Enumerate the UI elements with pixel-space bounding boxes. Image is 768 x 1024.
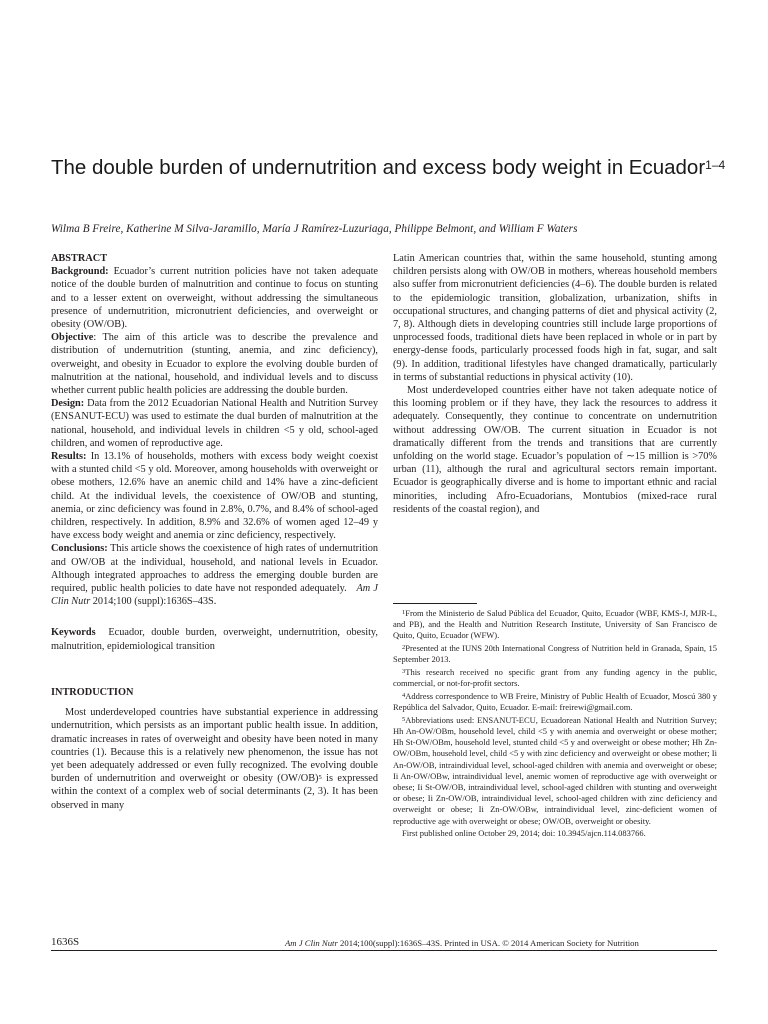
keywords-label: Keywords	[51, 627, 96, 639]
footnote-3-text: This research received no specific grant from any funding agency in the public, commercial, or not-for-profit sectors.	[393, 667, 717, 689]
footnote-5	[393, 715, 717, 827]
abstract-results	[51, 450, 378, 542]
author-list: Wilma B Freire, Katherine M Silva-Jaramillo, María J Ramírez-Luzuriaga, Philippe Belmont, and William F Waters	[51, 223, 578, 235]
introduction-heading: INTRODUCTION	[51, 686, 134, 698]
footnote-2-text: Presented at the IUNS 20th International Congress of Nutrition held in Granada, Spain, 15 September 2013.	[393, 643, 717, 665]
footnote-4-mark: 4	[402, 691, 406, 699]
objective-label: Objective	[51, 332, 94, 344]
keywords-text: Ecuador, double burden, overweight, undernutrition, obesity, malnutrition, epidemiological transition	[51, 627, 378, 652]
abstract-objective	[51, 331, 378, 397]
keywords	[51, 626, 378, 652]
introduction-paragraph-1	[51, 706, 378, 812]
intro-p1-text-b: is expressed within the context of a complex web of social determinants (2, 3). It has been observed in many	[51, 773, 378, 811]
abbrev-footnote-mark: 5	[318, 774, 322, 782]
footnote-2-mark: 2	[402, 644, 406, 652]
footnote-5-text: Abbreviations used: ENSANUT-ECU, Ecuadorean National Health and Nutrition Survey; Hh An-OW/OBm, household level, child <5 y with anemia and overweight or obese mother; Hh St-OW/OBm, household level, stunted child <5 y and overweight or obese mother; Hh Zn-OW/OBm, household level, child <5 y with zinc deficiency and overweight or obese mother; Ii An-OW/OB, intraindividual level, school-aged children with anemia and overweight or obese; Ii An-OW/OBw, intraindividual level, anemic women of reproductive age with overweight or obese; Ii St-OW/OB, intraindividual level, school-aged children with stunting and overweight or obese; Ii Zn-OW/OB, intraindividual level, school-aged children with zinc deficiency and overweight or obese; Ii Zn-OW/OBw, intraindividual level, zinc-deficient women of reproductive age with overweight or obese; OW/OB, overweight or obesity.	[393, 714, 717, 826]
first-published-note: First published online October 29, 2014; doi: 10.3945/ajcn.114.083766.	[402, 828, 646, 839]
footnote-2	[393, 643, 717, 665]
abstract-heading: ABSTRACT	[51, 253, 108, 264]
journal-footer	[285, 938, 639, 948]
intro-p1-text-a: Most underdeveloped countries have substantial experience in addressing undernutrition, which persists as an important public health issue. In addition, dramatic increases in rates of overweight and obesity have been noted in many countries (1). Because this is a relatively new phenomenon, the issue has not yet been adequately addressed or even fully recognized. The evolving double burden of undernutrition and overweight or obesity (OW/OB)	[51, 707, 378, 785]
citation-journal: Am J Clin Nutr	[51, 583, 378, 608]
objective-text: : The aim of this article was to describe the prevalence and distribution of undernutrition (stunting, anemia, and zinc deficiency), overweight, and obesity in Ecuador to explore the evolving double burden of malnutrition at the national, household, and individual levels and to discuss whether current public health policies are addressing the double burden.	[51, 332, 378, 397]
footnote-1	[393, 608, 717, 642]
footnote-rule	[393, 603, 477, 604]
article-title	[51, 156, 731, 180]
introduction-paragraph-1-continued: Latin American countries that, within the same household, stunting among children persists along with OW/OB in mothers, whereas household members also suffer from micronutrient deficiencies (4–6). The double burden is related to the epidemiologic transition, globalization, urbanization, shifts in occupational structures, and changing patterns of diet and physical activity (2, 7, 8). Although diets in developing countries still include large proportions of unprocessed foods, traditional diets have been replaced in whole or in part by energy-dense foods, particularly processed foods high in fat, sugar, and salt (9). In addition, traditional lifestyles have changed dramatically, particularly in terms of substantial reductions in physical activity (10).	[393, 253, 717, 383]
footnote-4	[393, 691, 717, 713]
abstract-design	[51, 397, 378, 450]
footnote-3-mark: 3	[402, 668, 406, 676]
citation-details: 2014;100 (suppl):1636S–43S.	[90, 596, 217, 608]
footnote-1-text: From the Ministerio de Salud Pública del Ecuador, Quito, Ecuador (WBF, KMS-J, MJR-L, and PB), and the Health and Nutrition Research Institute, University of San Francisco de Quito, Quito, Ecuador (WFW).	[393, 608, 717, 641]
left-column	[51, 252, 378, 812]
journal-footer-details: 2014;100(suppl):1636S–43S. Printed in USA. © 2014 American Society for Nutrition	[337, 938, 639, 948]
footnote-4-text: Address correspondence to WB Freire, Ministry of Public Health of Ecuador, Moscú 380 y República del Salvador, Quito, Ecuador. E-mail: freirewi@gmail.com.	[393, 690, 717, 713]
design-label: Design:	[51, 398, 85, 410]
abstract-conclusions	[51, 542, 378, 608]
results-text: In 13.1% of households, mothers with excess body weight coexist with a stunted child <5 y old. Moreover, among households with overweight or obese mothers, 12.6% have an anemic child and 14% have a zinc-deficient child. At the individual levels, the coexistence of OW/OB and stunting, anemia, or zinc deficiency was found in 2.8%, 0.7%, and 8.4% of school-aged children, respectively. In addition, 8.9% and 32.6% of women aged 12–49 y have excess body weight and anemia or zinc deficiency, respectively.	[51, 451, 378, 542]
conclusions-label: Conclusions:	[51, 543, 108, 555]
footnote-3	[393, 667, 717, 689]
introduction-paragraph-2: Most underdeveloped countries either have not taken adequate notice of this looming problem or if they have, they lack the resources to address it adequately. Consequently, they continue to concentrate on undernutrition without addressing OW/OB. The current situation in Ecuador is not dramatically different from the trends and transitions that are currently unfolding on the world stage. Ecuador’s population of ∼15 million is >70% urban (11), although the rural and agricultural sectors remain important. Ecuador is geographically diverse and is home to important ethnic and racial minorities, including Afro-Ecuadorians, Montubios (mixed-race rural residents of the coastal region), and	[393, 385, 717, 515]
abstract-background	[51, 265, 378, 331]
conclusions-text: This article shows the coexistence of high rates of undernutrition and OW/OB at the individual, household, and national levels in Ecuador. Although integrated approaches to address the emerging double burden are required, public health policies to date have not responded adequately.	[51, 543, 378, 595]
background-text: Ecuador’s current nutrition policies have not taken adequate notice of the double burden of malnutrition and continue to focus on stunting and to a lesser extent on overweight, without addressing the simultaneous presence of undernutrition, micronutrient deficiencies, and overweight or obesity (OW/OB).	[51, 266, 378, 331]
right-column	[393, 252, 717, 516]
title-footnote-marks: 1–4	[705, 158, 726, 172]
footnotes	[393, 603, 717, 841]
journal-footer-name: Am J Clin Nutr	[285, 938, 338, 948]
background-label: Background:	[51, 266, 109, 278]
footnote-5-mark: 5	[402, 715, 406, 723]
page-number: 1636S	[51, 936, 80, 948]
title-text: The double burden of undernutrition and excess body weight in Ecuador	[51, 156, 706, 179]
design-text: Data from the 2012 Ecuadorian National Health and Nutrition Survey (ENSANUT-ECU) was used to estimate the dual burden of malnutrition at the national, household, and individual levels in children <5 y old, school-aged children, and women of reproductive age.	[51, 398, 378, 449]
results-label: Results:	[51, 451, 87, 463]
footnote-1-mark: 1	[402, 609, 406, 616]
footer-rule	[51, 950, 717, 951]
